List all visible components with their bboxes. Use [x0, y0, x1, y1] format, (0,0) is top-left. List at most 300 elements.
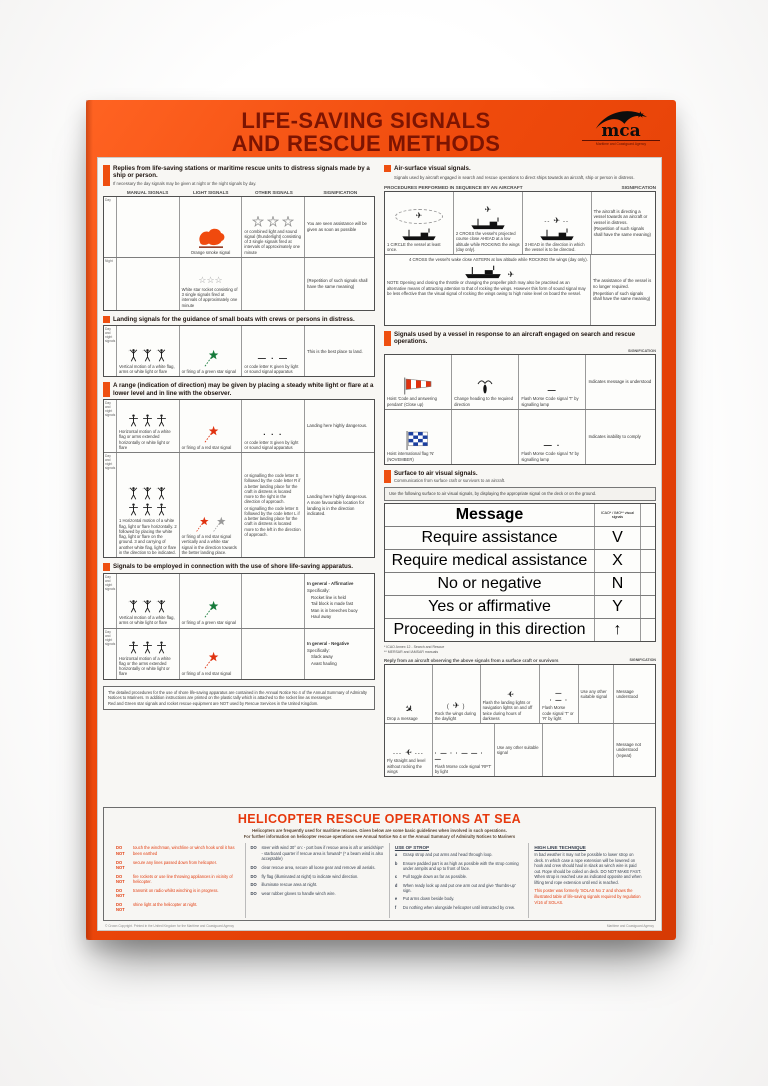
signification-cell: Message understood	[616, 688, 638, 700]
procedures-header	[384, 185, 656, 190]
row-gutter-label: Night	[104, 258, 117, 310]
section-bullet	[384, 165, 391, 172]
waving-figures-icon	[128, 599, 167, 614]
do-column	[245, 843, 389, 918]
mca-logo-text: mca	[601, 121, 641, 141]
table-row	[104, 326, 374, 376]
row-gutter-label: Day and night signals	[104, 629, 117, 679]
strop-letter: d	[394, 882, 398, 888]
do-not-prefix: DO NOT	[116, 845, 125, 856]
morse-t-cell	[519, 355, 586, 409]
signification-label: SIGNIFICATION	[621, 185, 656, 191]
table-row	[385, 665, 655, 724]
spec-item: Tail block is made fast	[311, 601, 354, 607]
signification-cell	[305, 629, 374, 679]
section-bullet	[384, 470, 391, 483]
signification-label: SIGNIFICATION	[628, 348, 656, 353]
table-row	[385, 527, 655, 550]
code-cell: V	[595, 527, 641, 549]
strop-text: Put arms down beside body.	[402, 896, 455, 902]
signification-a: Landing here highly dangerous.	[307, 493, 368, 499]
strop-letter: e	[394, 896, 398, 902]
other-signal-cell	[242, 326, 305, 376]
apparatus-note-box	[103, 686, 375, 711]
do-not-item	[116, 902, 240, 913]
green-star-signal-icon	[203, 600, 219, 619]
strop-letter: a	[394, 852, 398, 858]
helicopter-intro1: Helicopters are frequently used for maritime rescues. Given below are some basic guidelines when involved in such operations.	[252, 828, 507, 834]
strop-letter: f	[394, 904, 397, 910]
drop-message-cell	[385, 665, 433, 723]
helicopter-section	[103, 807, 656, 921]
high-line-paragraph: In bad weather it may not be possible to lower strop on deck. In which case a rope extension will be lowered on hook and crew should haul in slack as winch wire is paid out. Rope should be coiled on deck. DO NOT MAKE FAST. When strop is reached use as indicated opposite and when lifting tend rope extension until end is reached.	[534, 852, 642, 885]
row-gutter-label: Day	[104, 197, 117, 257]
morse-n-cell	[519, 410, 586, 464]
section-bullet	[103, 382, 110, 397]
red-star-signal-icon	[195, 516, 209, 533]
range-table	[103, 399, 375, 558]
strop-item	[395, 861, 523, 872]
message-cell: Proceeding in this direction	[385, 619, 595, 641]
do-not-column	[111, 843, 245, 918]
surface-air-instruction-box: Use the following surface to air visual signals, by displaying the appropriate signal on the deck or on the ground.	[384, 487, 656, 501]
aircraft-reply-heading: Reply from an aircraft observing the above signals from a surface craft or survivors	[384, 658, 559, 664]
manual-caption: Horizontal motion of a white flag or the arms extended horizontally or white light or flare	[119, 655, 171, 677]
manual-signal-cell	[117, 258, 180, 310]
high-line-note: This poster was formerly 'SOLAS No 1' and shows the illustrated table of life-saving signals required by regulation V/16 of SOLAS.	[534, 888, 641, 905]
replies-table-headers	[103, 190, 375, 195]
do-prefix: DO	[250, 864, 257, 870]
morse-rpt-cell	[433, 724, 495, 776]
footnote-icao: * ICAO Annex 12 - Search and Rescue	[384, 645, 445, 650]
manual-signal-cell	[117, 453, 180, 557]
green-star-signal-icon	[203, 349, 219, 368]
spec-label: Specifically:	[307, 588, 330, 593]
strop-item	[395, 905, 523, 910]
morse-code-r: · — ·	[549, 698, 569, 705]
replies-note: If necessary the day signals may be given at night or the night signals by day.	[113, 180, 257, 186]
morse-code-s: · · ·	[263, 429, 284, 439]
procedures-label: PROCEDURES PERFORMED IN SEQUENCE BY AN AIRCRAFT	[384, 185, 523, 191]
table-row	[104, 629, 374, 679]
other-signal-cell	[495, 724, 543, 776]
spec-item: Man is in breeches buoy	[311, 607, 358, 613]
apparatus-heading: Signals to be employed in connection with the use of shore life-saving apparatus.	[113, 563, 353, 571]
left-column	[103, 162, 375, 803]
table-row	[104, 400, 374, 453]
morse-code-rpt: · — · · — — · —	[434, 750, 484, 763]
rock-wings-cell	[433, 665, 481, 723]
do-not-item	[116, 845, 240, 856]
signification-b: A more favourable location for landing is in the direction indicated.	[307, 500, 365, 517]
signification-cell: (Repetition of such signals shall have the same meaning)	[307, 278, 368, 289]
code-col-header: ICAO* / IMO** visual signals	[595, 504, 641, 526]
arms-horizontal-figures-icon	[128, 413, 167, 428]
red-star-signal-icon	[203, 651, 219, 670]
white-star-rockets-icon: ☆☆☆	[198, 274, 223, 285]
light-caption: or firing of a green star signal	[181, 369, 236, 375]
table-row	[104, 453, 374, 557]
air-note: NOTE Opening and closing the throttle or changing the propeller pitch may also be practised as an alternative means of attracting attention to that of rocking the wings. However this form of sound signal may be less effective than the visual signal of rocking the wings owing to high noise level on board the vessel.	[387, 280, 586, 296]
table-row	[104, 197, 374, 258]
do-item	[251, 845, 384, 861]
cell-caption: Hoist 'Code and answering pendant' (Close up)	[387, 396, 437, 407]
figures-row-icon	[128, 486, 167, 501]
aircraft-reply-header	[384, 658, 656, 663]
cross-ahead-cell	[454, 192, 523, 254]
rocking-aircraft-icon: ✈	[484, 205, 492, 215]
cell-caption: Fly straight and level without rocking the wings	[387, 758, 426, 774]
manual-signal-cell	[117, 326, 180, 376]
signification-label: SIGNIFICATION	[629, 658, 656, 663]
other-signal-cell	[242, 574, 305, 628]
do-text: illuminate rescue area at night.	[261, 882, 318, 888]
cell-caption: Flash Morse Code signal 'T' by signalling lamp	[521, 396, 579, 407]
poster-title-line2: AND RESCUE METHODS	[231, 131, 501, 157]
do-item	[251, 891, 384, 896]
cell-caption: Drop a message	[387, 715, 418, 721]
helicopter-title: HELICOPTER RESCUE OPERATIONS AT SEA	[237, 812, 522, 827]
empty-col	[641, 527, 655, 549]
rocking-aircraft-icon: ✈	[452, 700, 460, 710]
other-signal-cell	[242, 258, 305, 310]
morse-code-k: — · —	[257, 353, 289, 363]
do-prefix: DO	[250, 891, 257, 897]
table-row	[104, 574, 374, 629]
footer-left-text: © Crown Copyright. Printed in the United Kingdom for the Maritime and Coastguard Agency	[105, 924, 235, 928]
table-row	[385, 192, 655, 255]
strop-text: Pull toggle down as far as possible.	[402, 874, 468, 880]
manual-signal-cell	[117, 629, 180, 679]
other-caption: or combined light and sound signal (thunderlight) consisting of 3 single signals fired at intervals of approximately one minute	[244, 228, 301, 255]
do-text: wear rubber gloves to handle winch wire.	[261, 891, 336, 897]
do-not-text: transmit on radio whilst winching is in progress.	[133, 887, 219, 893]
do-item	[251, 874, 384, 879]
flag-november-cell	[385, 410, 452, 464]
cell-caption: Rock the wings during the daylight	[434, 710, 476, 721]
step2-caption: 2 CROSS the vessel's projected course close AHEAD at a low altitude while ROCKING the wings (day only).	[455, 231, 520, 252]
aircraft-lights-icon: ✈	[506, 690, 514, 700]
other-signal-cell	[242, 629, 305, 679]
message-cell: No or negative	[385, 573, 595, 595]
poster-title	[156, 109, 576, 155]
strop-letter: b	[394, 860, 398, 866]
ship-icon	[461, 263, 505, 279]
other-signal-cell	[242, 400, 305, 452]
table-row	[385, 724, 655, 776]
fly-straight-cell	[385, 724, 433, 776]
do-not-item	[116, 874, 240, 885]
signification-cell: Indicates inability to comply	[588, 434, 641, 440]
high-line-column	[528, 843, 648, 918]
air-heading: Air-surface visual signals.	[394, 165, 471, 172]
cell-caption: Use any other suitable signal	[580, 688, 608, 700]
red-star-signal-icon	[203, 425, 219, 444]
thunderlight-icon	[252, 216, 294, 228]
do-not-item	[116, 860, 240, 871]
signification-cell	[592, 192, 655, 254]
morse-code-n: — ·	[543, 441, 562, 451]
light-signal-cell	[180, 453, 243, 557]
section-bullet	[384, 331, 391, 346]
message-cell: Require assistance	[385, 527, 595, 549]
poster-content	[97, 157, 662, 931]
signification-cell	[591, 255, 655, 325]
signification-cell: Indicates message is understood	[588, 379, 652, 385]
light-signal-cell	[180, 197, 243, 257]
empty-col	[641, 596, 655, 618]
track-dash-icon: --	[563, 218, 570, 225]
table-row	[385, 255, 655, 325]
level-aircraft-icon: ✈	[405, 748, 412, 758]
col-signification: SIGNIFICATION	[323, 189, 358, 195]
right-column	[384, 162, 656, 803]
col-light-signals: LIGHT SIGNALS	[193, 189, 229, 195]
do-not-prefix: DO NOT	[116, 887, 125, 899]
light-caption: or firing of a red star signal	[181, 671, 232, 677]
section-apparatus-heading	[103, 563, 375, 570]
surface-air-subtext: Communication from surface craft or survivors to an aircraft.	[394, 478, 506, 484]
row-gutter-label: Day and night signals	[104, 453, 117, 557]
table-row	[385, 355, 655, 410]
note-line1: The detailed procedures for the use of shore life-saving apparatus are contained in the Annual Notice No 4 of the Annual Summary of Admiralty Notices to Mariners. In addition instructions are printed on the plastic tally which is attached to the rocket line as messenger.	[108, 689, 367, 701]
surface-air-table	[384, 503, 656, 642]
morse-code-t: —	[555, 691, 563, 698]
head-direction-cell	[523, 192, 592, 254]
light-caption: or firing of a red star signal vertically and a white star signal in the direction towards the better landing place.	[181, 534, 237, 555]
poster-title-line1: LIFE-SAVING SIGNALS	[241, 108, 491, 133]
cell-caption: Change heading to the required direction	[454, 396, 514, 407]
air-subtext: Signals used by aircraft engaged in search and rescue operations to direct ships towards an aircraft, ship or person in distress.	[394, 175, 635, 181]
step3-caption: 3 HEAD in the direction in which the vessel is to be directed.	[524, 241, 585, 252]
light-signal-cell	[180, 326, 243, 376]
vessel-response-table	[384, 354, 656, 465]
track-dash-icon: ---	[393, 751, 403, 758]
empty-col	[641, 619, 655, 641]
aircraft-reply-table	[384, 664, 656, 777]
section-bullet	[103, 316, 110, 323]
do-text: clear rescue area, secure all loose gear and remove all aerials.	[261, 864, 376, 870]
section-surface-air-heading	[384, 470, 656, 483]
manual-caption: Vertical motion of a white flag, arms or white light or flare	[119, 615, 175, 626]
table-header-row	[385, 504, 655, 527]
track-dash-icon: ---	[414, 751, 424, 758]
strop-item	[395, 852, 523, 857]
section-vessel-response-heading	[384, 331, 656, 346]
signification-cell	[305, 574, 374, 628]
spec-item: Haul away	[311, 614, 332, 620]
manual-signal-cell	[117, 400, 180, 452]
do-not-text: secure any lines passed down from helicopter.	[133, 859, 217, 865]
other-caption-b: or signalling the code letter S followed by the code letter L if a better landing place for the craft in distress is located more to the left in the direction of approach.	[244, 505, 301, 537]
spec-item: Slack away	[311, 654, 333, 660]
sig-text: The aircraft is directing a vessel towards an aircraft or vessel in distress.	[593, 208, 648, 225]
other-signal-cell	[242, 453, 305, 557]
section-bullet	[103, 165, 110, 186]
strop-text: When ready look up and put one arm out and give 'thumbs-up' sign.	[402, 882, 516, 893]
replies-table	[103, 196, 375, 311]
do-text: fly flag (illuminated at night) to indicate wind direction.	[261, 873, 359, 879]
table-row	[385, 410, 655, 464]
ship-icon	[400, 226, 438, 241]
direction-arrow-cell: ↑	[595, 619, 641, 641]
message-col-header: Message	[385, 504, 595, 526]
do-not-item	[116, 888, 240, 899]
wing-rock-mark-icon: (	[446, 703, 450, 710]
strop-item	[395, 874, 523, 879]
helicopter-intro2: For further information on helicopter rescue operations see Annual Notice No 4 or the Annual Summary of Admiralty Notices to Mariners	[243, 833, 516, 839]
apparatus-table	[103, 573, 375, 680]
life-saving-signals-poster	[86, 100, 676, 940]
track-dash-icon: --	[544, 218, 551, 225]
mca-logo-caption: Maritime and Coastguard Agency	[582, 140, 660, 146]
range-heading: A range (indication of direction) may be given by placing a steady white light or flare at a lower level and in line with the observer.	[113, 382, 374, 397]
strop-letter: c	[394, 874, 398, 880]
flash-lights-cell	[481, 665, 541, 723]
other-signal-cell	[579, 665, 615, 723]
answering-pendant-cell	[385, 355, 452, 409]
spec-label: Specifically:	[307, 647, 330, 653]
table-row	[385, 573, 655, 596]
step1-caption: 1 CIRCLE the vessel at least once.	[387, 241, 441, 252]
cross-astern-cell	[385, 255, 591, 325]
ship-icon	[469, 215, 507, 230]
empty-col	[641, 504, 655, 526]
row-gutter-label: Day and night signals	[104, 400, 117, 452]
section-air-heading	[384, 165, 656, 172]
spec-item: Rocket line is held	[311, 594, 346, 600]
cell-caption: Flash Morse code signal 'T' or 'R' by light	[542, 705, 574, 721]
light-caption: White star rocket consisting of 3 single signals fired at intervals of approximately one minute	[181, 286, 238, 308]
landing-table	[103, 325, 375, 377]
section-bullet	[103, 563, 110, 570]
vessel-response-heading: Signals used by a vessel in response to an aircraft engaged on search and rescue operations.	[394, 331, 636, 346]
do-text: steer with wind 30° on: - port bow if rescue area is aft or amidships* - starboard quarter if rescue area is forward* (* a beam wind is also acceptable)	[261, 845, 384, 861]
do-item	[251, 865, 384, 870]
do-prefix: DO	[250, 845, 257, 851]
light-caption: Orange smoke signal	[190, 249, 231, 255]
light-signal-cell	[180, 400, 243, 452]
step4-caption: 4 CROSS the vessel's wake close ASTERN at low altitude while ROCKING the wings (day only).	[408, 257, 588, 263]
strop-text: Grasp strop and put arms and head through loop.	[402, 852, 493, 858]
strop-item	[395, 896, 523, 901]
flag-november-icon	[405, 431, 431, 450]
code-cell: Y	[595, 596, 641, 618]
wing-rock-mark-icon: )	[462, 703, 466, 710]
cell-caption: Flash Morse Code signal 'N' by signalling lamp	[521, 451, 580, 462]
manual-signal-cell	[117, 197, 180, 257]
row-gutter-label: Day and night signals	[104, 574, 117, 628]
cell-caption: Use any other suitable signal	[496, 744, 539, 756]
figures-row-icon	[128, 502, 167, 517]
table-row	[385, 596, 655, 619]
do-item	[251, 882, 384, 887]
do-not-text: touch the winchman, winchline or winch hook until it has been earthed	[133, 845, 235, 856]
landing-heading: Landing signals for the guidance of small boats with crews or persons in distress.	[113, 315, 355, 323]
use-of-strop-column	[389, 843, 528, 918]
heading-aircraft-icon: ✈	[553, 215, 561, 225]
do-not-prefix: DO NOT	[116, 873, 125, 884]
section-range-heading	[103, 382, 375, 397]
footer-right-text: Maritime and Coastguard Agency	[606, 924, 654, 928]
cell-caption: Flash Morse code signal 'RPT' by light	[434, 763, 492, 774]
sig-note: (Repetition of such signals shall have the same meaning)	[593, 226, 651, 237]
signification-cell: This is the best place to land.	[307, 348, 363, 354]
aircraft-procedures-table	[384, 191, 656, 326]
answering-pendant-icon	[403, 377, 433, 395]
strop-text: Ensure padded part is as high as possible with the strop coming under armpits and up to front of face.	[402, 860, 519, 871]
manual-signal-cell	[117, 574, 180, 628]
white-star-signal-icon	[212, 516, 226, 533]
message-cell: Yes or affirmative	[385, 596, 595, 618]
empty-cell	[543, 724, 615, 776]
other-caption: or code letter S given by light or sound signal apparatus	[244, 439, 299, 450]
table-row	[385, 619, 655, 641]
table-row	[104, 258, 374, 310]
signification-cell: You are seen assistance will be given as soon as possible	[307, 221, 367, 232]
morse-code-t: —	[547, 386, 558, 396]
row-gutter-label: Day and night signals	[104, 326, 117, 376]
spec-item: Avast hauling	[311, 660, 337, 666]
sig-text: The assistance of the vessel is no longer required.	[592, 278, 652, 289]
empty-col	[641, 573, 655, 595]
light-signal-cell	[180, 629, 243, 679]
light-signal-cell	[180, 574, 243, 628]
section-landing-heading	[103, 316, 375, 323]
do-prefix: DO	[250, 882, 257, 888]
circling-aircraft-icon: ✈	[395, 209, 443, 224]
other-caption: or code letter K given by light or sound signal apparatus	[244, 363, 299, 375]
light-signal-cell	[180, 258, 243, 310]
morse-t-r-cell	[540, 665, 578, 723]
surface-air-heading: Surface to air visual signals.	[394, 469, 478, 477]
manual-caption: Horizontal motion of a white flag or arms extended horizontally or white light or flare	[119, 429, 171, 450]
other-signal-cell	[242, 197, 305, 257]
strop-item	[395, 883, 523, 894]
arms-horizontal-figures-icon	[128, 640, 167, 655]
do-not-text: shine light at the helicopter at night.	[133, 901, 198, 907]
strop-title: USE OF STROP	[394, 845, 430, 851]
replies-heading: Replies from life-saving stations or maritime rescue units to distress signals made by a ship or person.	[113, 165, 370, 180]
mca-logo	[582, 108, 660, 146]
section-replies-heading	[103, 165, 375, 186]
sig-head: In general - Affirmative	[307, 581, 354, 587]
cell-caption: Hoist international flag 'N' (NOVEMBER)	[387, 451, 435, 462]
dropping-aircraft-icon: ✈	[401, 702, 416, 717]
do-not-text: fire rockets or use line throwing appliances in vicinity of helicopter.	[133, 873, 233, 884]
sig-head: In general - Negative	[307, 641, 350, 646]
strop-text: Do nothing when alongside helicopter until instructed by crew.	[402, 904, 515, 910]
message-cell: Require medical assistance	[385, 550, 595, 572]
empty-cell	[452, 410, 519, 464]
sig-note: (Repetition of such signals shall have the same meaning)	[592, 290, 651, 302]
waving-figures-icon	[128, 348, 167, 363]
change-heading-icon	[475, 377, 495, 395]
manual-caption: Vertical motion of a white flag, arms or white light or flare	[119, 363, 175, 375]
signification-cell: Landing here highly dangerous.	[307, 423, 368, 429]
col-manual-signals: MANUAL SIGNALS	[126, 189, 169, 195]
note-line2: Red and Green star signals and rocket rescue equipment are NOT used by Rescue Services in the United Kingdom.	[108, 700, 319, 706]
change-heading-cell	[452, 355, 519, 409]
empty-col	[641, 550, 655, 572]
code-cell: N	[595, 573, 641, 595]
do-not-prefix: DO NOT	[116, 859, 125, 870]
light-caption: or firing of a green star signal	[181, 620, 236, 626]
signification-cell: Message not understood (repeat)	[616, 741, 641, 758]
high-line-title: HIGH LINE TECHNIQUE	[534, 845, 586, 851]
signification-cell	[305, 453, 374, 557]
footnote-imo: ** MERSAR and IAMSAR manuals	[384, 649, 439, 654]
